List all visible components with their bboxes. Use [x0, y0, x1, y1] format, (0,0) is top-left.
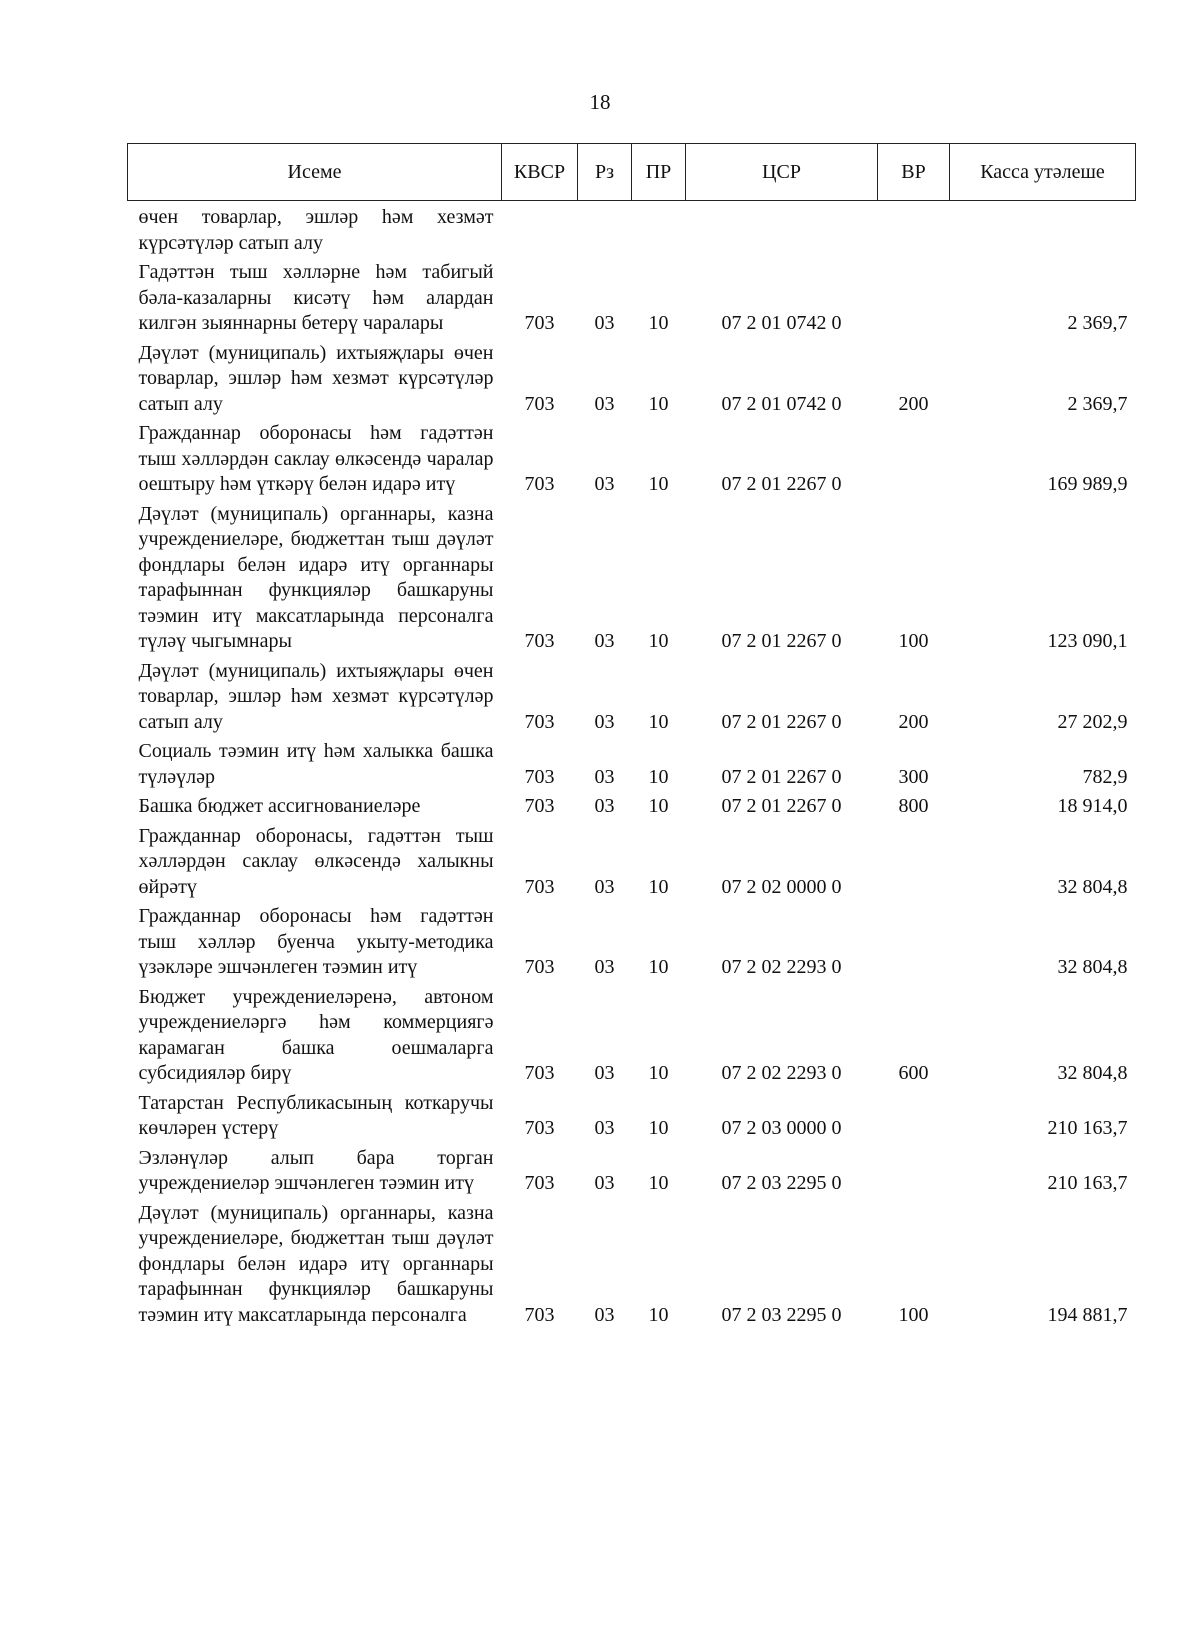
- header-csr: ЦСР: [686, 144, 878, 201]
- row-pr-cell: 10: [648, 956, 669, 978]
- row-vr-cell: [878, 824, 950, 905]
- row-kassa-cell: 2 369,7: [1067, 392, 1128, 415]
- table-row: [128, 341, 1136, 422]
- row-pr-cell: 10: [648, 1172, 669, 1194]
- row-name-cell: Башка бюджет ассигнованиеләре: [138, 795, 421, 817]
- row-csr-cell: 07 2 03 2295 0: [721, 1303, 842, 1326]
- row-name-cell: Татарстан Республикасының коткаручы көчләрен үстерү: [138, 1091, 494, 1139]
- row-vr-cell: 200: [898, 392, 929, 415]
- row-pr-cell: 10: [648, 710, 669, 733]
- row-pr-cell: 10: [648, 392, 669, 415]
- row-vr-cell: [878, 904, 950, 985]
- row-name-cell: Дәүләт (муниципаль) ихтыяҗлары өчен товарлар, эшләр һәм хезмәт күрсәтүләр сатып алу: [138, 341, 494, 415]
- row-name-cell: Гражданнар оборонасы һәм гадәттән тыш хәлләрдән саклау өлкәсендә чаралар оештыру һәм үткәрү белән идарә итү: [138, 422, 494, 495]
- row-name-cell: Дәүләт (муниципаль) органнары, казна учреждениеләре, бюджеттан тыш дәүләт фондлары белән идарә итү органнары тарафыннан функцияләр башкаруны тәэмин итү максатларында персоналга түләү чыгымнары: [138, 502, 494, 652]
- row-pr-cell: 10: [648, 795, 669, 817]
- table-header-row: [128, 144, 1136, 201]
- row-csr-cell: 07 2 02 2293 0: [721, 1062, 842, 1084]
- row-name-cell: Гражданнар оборонасы, гадәттән тыш хәлләрдән саклау өлкәсендә халыкны өйрәтү: [138, 824, 494, 898]
- row-rz-cell: 03: [594, 630, 615, 652]
- row-kvsr-cell: 703: [524, 875, 555, 898]
- row-vr-cell: 600: [898, 1062, 929, 1084]
- row-kassa-cell: 27 202,9: [1057, 710, 1128, 733]
- row-kassa-cell: 32 804,8: [1057, 1062, 1128, 1084]
- row-name-cell: өчен товарлар, эшләр һәм хезмәт күрсәтүләр сатып алу: [138, 206, 494, 254]
- row-csr-cell: 07 2 01 2267 0: [721, 473, 842, 495]
- budget-table: [127, 143, 1136, 1332]
- table-row: [128, 1201, 1136, 1333]
- row-kassa-cell: 169 989,9: [1047, 473, 1128, 495]
- row-kassa-cell: 18 914,0: [1057, 795, 1128, 817]
- row-rz-cell: 03: [594, 875, 615, 898]
- row-csr-cell: 07 2 01 0742 0: [721, 312, 842, 334]
- row-name-cell: Социаль тәэмин итү һәм халыкка башка түләүләр: [138, 740, 494, 788]
- row-kvsr-cell: 703: [524, 312, 555, 334]
- header-kvsr: КВСР: [502, 144, 578, 201]
- row-vr-cell: [878, 1091, 950, 1146]
- row-csr-cell: 07 2 03 0000 0: [721, 1117, 842, 1139]
- row-pr-cell: 10: [648, 473, 669, 495]
- row-csr-cell: 07 2 01 2267 0: [721, 630, 842, 652]
- row-pr-cell: 10: [648, 765, 669, 788]
- row-rz-cell: 03: [594, 765, 615, 788]
- table-row: [128, 985, 1136, 1091]
- row-vr-cell: [878, 260, 950, 341]
- row-vr-cell: 100: [898, 1303, 929, 1326]
- row-kvsr-cell: 703: [524, 795, 555, 817]
- row-name-cell: Гражданнар оборонасы һәм гадәттән тыш хәлләр буенча укыту-методика үзәкләре эшчәнлеген тәэмин итү: [138, 905, 494, 978]
- row-kassa-cell: [950, 201, 1136, 261]
- row-pr-cell: 10: [648, 1303, 669, 1326]
- row-kvsr-cell: 703: [524, 956, 555, 978]
- row-rz-cell: 03: [594, 795, 615, 817]
- row-vr-cell: 300: [898, 765, 929, 788]
- row-kvsr-cell: 703: [524, 630, 555, 652]
- table-row: [128, 502, 1136, 659]
- row-vr-cell: 200: [898, 710, 929, 733]
- row-name-cell: Дәүләт (муниципаль) ихтыяҗлары өчен товарлар, эшләр һәм хезмәт күрсәтүләр сатып алу: [138, 659, 494, 733]
- header-rz: Рз: [578, 144, 632, 201]
- row-kvsr-cell: 703: [524, 1172, 555, 1194]
- row-pr-cell: 10: [648, 1117, 669, 1139]
- page-number: 18: [589, 90, 611, 114]
- table-row: [128, 904, 1136, 985]
- row-kassa-cell: 32 804,8: [1057, 956, 1128, 978]
- row-kassa-cell: 210 163,7: [1047, 1172, 1128, 1194]
- table-row: [128, 794, 1136, 824]
- table-row: [128, 421, 1136, 502]
- row-kassa-cell: 194 881,7: [1047, 1303, 1128, 1326]
- row-rz-cell: 03: [594, 392, 615, 415]
- row-rz-cell: [578, 201, 632, 261]
- header-pr: ПР: [632, 144, 686, 201]
- table-row: [128, 659, 1136, 740]
- row-kvsr-cell: 703: [524, 1062, 555, 1084]
- row-pr-cell: [632, 201, 686, 261]
- row-csr-cell: 07 2 03 2295 0: [721, 1172, 842, 1194]
- row-pr-cell: 10: [648, 312, 669, 334]
- row-csr-cell: 07 2 01 0742 0: [721, 392, 842, 415]
- table-row: [128, 1091, 1136, 1146]
- row-kassa-cell: 32 804,8: [1057, 875, 1128, 898]
- row-csr-cell: 07 2 02 2293 0: [721, 956, 842, 978]
- row-pr-cell: 10: [648, 630, 669, 652]
- table-row: [128, 739, 1136, 794]
- row-kvsr-cell: 703: [524, 710, 555, 733]
- row-pr-cell: 10: [648, 1062, 669, 1084]
- row-rz-cell: 03: [594, 473, 615, 495]
- row-vr-cell: 800: [898, 795, 929, 817]
- row-rz-cell: 03: [594, 956, 615, 978]
- row-kvsr-cell: 703: [524, 473, 555, 495]
- row-csr-cell: [686, 201, 878, 261]
- row-kvsr-cell: 703: [524, 1117, 555, 1139]
- row-pr-cell: 10: [648, 875, 669, 898]
- row-csr-cell: 07 2 02 0000 0: [721, 875, 842, 898]
- row-name-cell: Гадәттән тыш хәлләрне һәм табигый бәла-казаларны кисәтү һәм алардан килгән зыяннарны бетерү чаралары: [138, 261, 494, 334]
- row-name-cell: Бюджет учреждениеләренә, автоном учреждениеләргә һәм коммерциягә карамаган башка оешмаларга субсидияләр бирү: [138, 985, 494, 1084]
- row-rz-cell: 03: [594, 710, 615, 733]
- row-rz-cell: 03: [594, 1172, 615, 1194]
- row-kvsr-cell: 703: [524, 392, 555, 415]
- row-kvsr-cell: 703: [524, 1303, 555, 1326]
- row-vr-cell: 100: [898, 630, 929, 652]
- row-rz-cell: 03: [594, 312, 615, 334]
- row-vr-cell: [878, 1146, 950, 1201]
- table-row: [128, 201, 1136, 261]
- row-rz-cell: 03: [594, 1303, 615, 1326]
- row-kassa-cell: 123 090,1: [1047, 630, 1128, 652]
- row-kassa-cell: 782,9: [1082, 765, 1128, 788]
- row-name-cell: Эзләнүләр алып бара торган учреждениеләр эшчәнлеген тәэмин итү: [138, 1146, 494, 1194]
- row-name-cell: Дәүләт (муниципаль) органнары, казна учреждениеләре, бюджеттан тыш дәүләт фондлары белән идарә итү органнары тарафыннан функцияләр башкаруны тәэмин итү максатларында персоналга: [138, 1201, 494, 1326]
- row-csr-cell: 07 2 01 2267 0: [721, 765, 842, 788]
- row-kvsr-cell: 703: [524, 765, 555, 788]
- row-rz-cell: 03: [594, 1117, 615, 1139]
- table-row: [128, 260, 1136, 341]
- header-vr: ВР: [878, 144, 950, 201]
- row-kassa-cell: 210 163,7: [1047, 1117, 1128, 1139]
- header-kassa: Касса утәлеше: [950, 144, 1136, 201]
- table-row: [128, 824, 1136, 905]
- header-name: Исеме: [128, 144, 502, 201]
- table-row: [128, 1146, 1136, 1201]
- row-rz-cell: 03: [594, 1062, 615, 1084]
- row-csr-cell: 07 2 01 2267 0: [721, 795, 842, 817]
- row-csr-cell: 07 2 01 2267 0: [721, 710, 842, 733]
- row-kassa-cell: 2 369,7: [1067, 312, 1128, 334]
- row-vr-cell: [878, 201, 950, 261]
- row-vr-cell: [878, 421, 950, 502]
- row-kvsr-cell: [502, 201, 578, 261]
